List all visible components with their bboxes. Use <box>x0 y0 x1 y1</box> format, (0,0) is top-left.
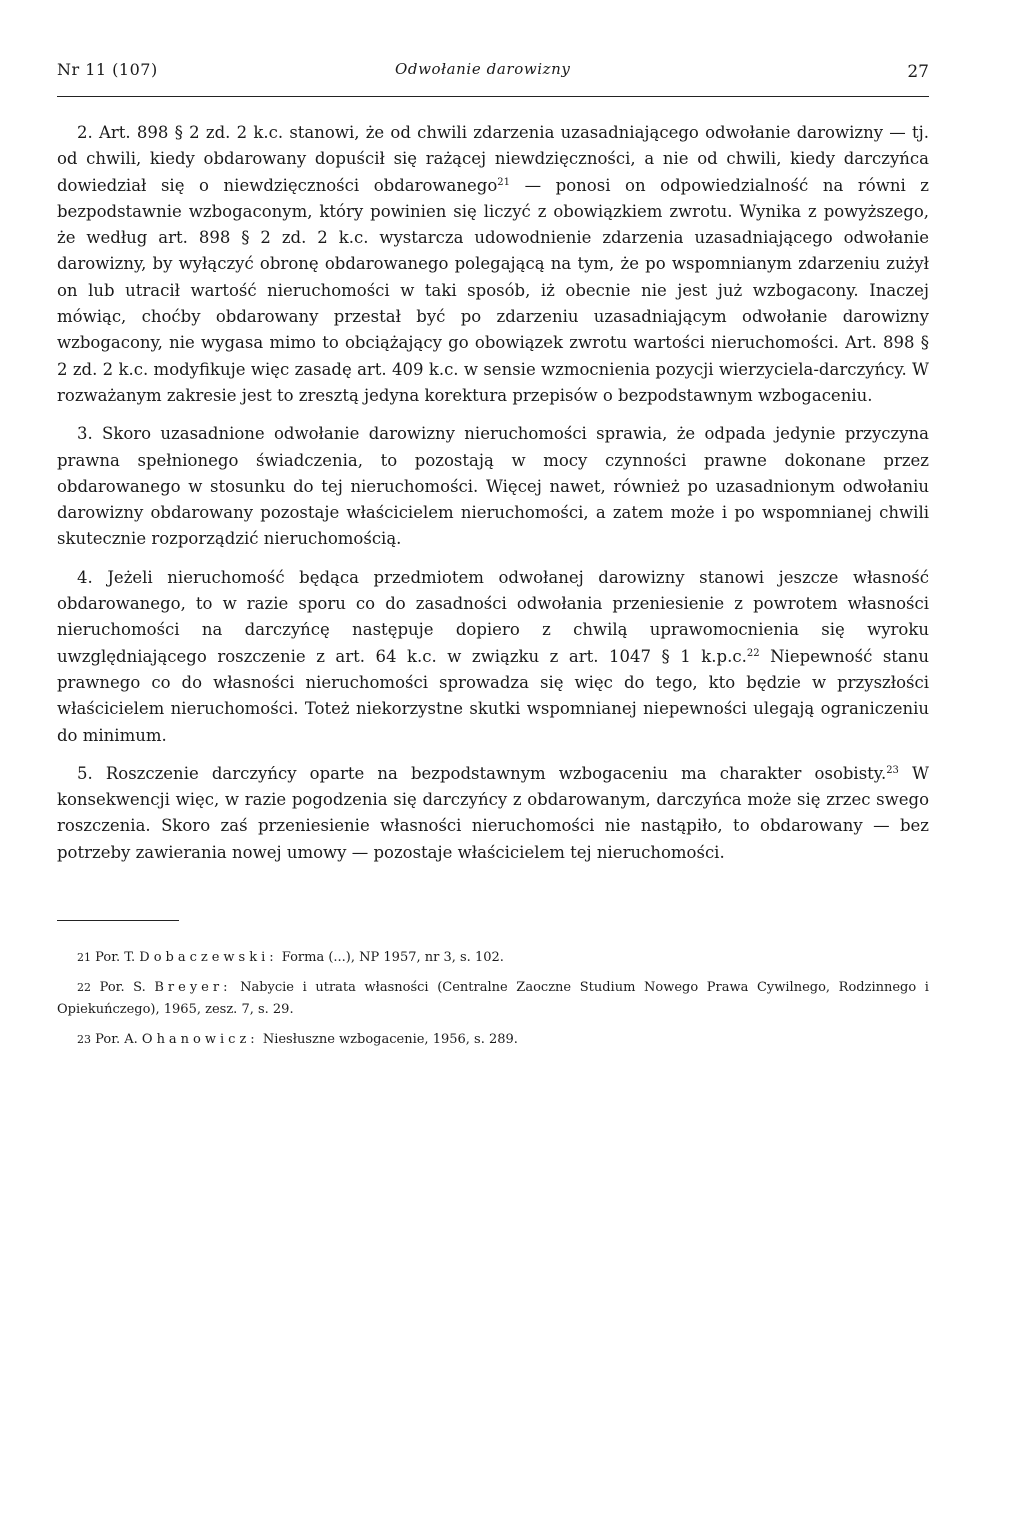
body-text <box>57 120 929 866</box>
footnote-22 <box>57 977 929 1021</box>
running-header <box>57 56 929 97</box>
footnotes <box>57 947 929 1051</box>
footnote-number: 22 <box>77 981 91 995</box>
paragraph-5 <box>57 761 929 866</box>
paragraph-text: W konsekwencji więc, w razie pogodzenia się darczyńcy z obdarowanym, darczyńca może się zrzec swego roszczenia. Skoro zaś przeniesienie własności nieruchomości nie nastąpiło, to obdarowany — bez potrzeby zawierania nowej umowy — pozostaje właścicielem tej nieruchomości. <box>57 763 929 862</box>
footnote-ref[interactable]: 21 <box>497 176 511 188</box>
document-page <box>57 56 929 1059</box>
footnote-author: Ohanowicz: <box>141 1032 259 1048</box>
running-title: Odwołanie darowizny <box>395 60 571 78</box>
footnote-prefix: Por. T. <box>95 950 136 966</box>
footnote-author: Dobaczewski: <box>139 950 278 966</box>
footnote-author: Breyer: <box>154 980 232 996</box>
footnote-ref[interactable]: 23 <box>886 764 899 776</box>
paragraph-4 <box>57 565 929 749</box>
paragraph-text: Niepewność stanu prawnego co do własności nieruchomości sprowadza się więc do tego, kto będzie w przyszłości właścicielem nieruchomości. Toteż niekorzystne skutki wspomnianej niepewności ulegają ograniczeniu do minimum. <box>57 646 930 745</box>
paragraph-text: — ponosi on odpowiedzialność na równi z bezpodstawnie wzbogaconym, który powinien się liczyć z obowiązkiem zwrotu. Wynika z powyższego, że według art. 898 § 2 zd. 2 k.c. wystarcza udowodnienie zdarzenia uzasadniającego odwołanie darowizny, by wyłączyć obronę obdarowanego polegającą na tym, że po wspomnianym zdarzeniu zużył on lub utracił wartość nieruchomości w taki sposób, iż obecnie nie jest już wzbogacony. Inaczej mówiąc, choćby obdarowany przestał być po zdarzeniu uzasadniającym odwołanie darowizny wzbogacony, nie wygasa mimo to obciążający go obowiązek zwrotu wartości nieruchomości. Art. 898 § 2 zd. 2 k.c. modyfikuje więc zasadę art. 409 k.c. w sensie wzmocnienia pozycji wierzyciela-darczyńcy. W rozważanym zakresie jest to zresztą jedyna korektura przepisów o bezpodstawnym wzbogaceniu. <box>57 175 929 405</box>
footnote-23 <box>57 1029 929 1051</box>
footnote-text: Nabycie i utrata własności (Centralne Zaoczne Studium Nowego Prawa Cywilnego, Rodzinnego i Opiekuńczego), 1965, zesz. 7, s. 29. <box>57 980 929 1018</box>
footnote-number: 21 <box>77 951 91 965</box>
footnote-21 <box>57 947 929 969</box>
paragraph-2 <box>57 120 929 409</box>
footnote-number: 23 <box>77 1033 91 1047</box>
paragraph-text: 2. Art. 898 § 2 zd. 2 k.c. stanowi, że od chwili zdarzenia uzasadniającego odwołanie darowizny — tj. od chwili, kiedy obdarowany dopuścił się rażącej niewdzięczności, a nie od chwili, kiedy darczyńca dowiedział się o niewdzięczności obdarowanego <box>57 123 929 195</box>
paragraph-text: 3. Skoro uzasadnione odwołanie darowizny nieruchomości sprawia, że odpada jedynie przyczyna prawna spełnionego świadczenia, to pozostają w mocy czynności prawne dokonane przez obdarowanego w stosunku do tej nieruchomości. Więcej nawet, również po uzasadnionym odwołaniu darowizny obdarowany pozostaje właścicielem nieruchomości, a zatem może i po wspomnianej chwili skutecznie rozporządzić nieruchomością. <box>57 424 929 549</box>
footnote-text: Forma (...), NP 1957, nr 3, s. 102. <box>281 950 504 966</box>
footnote-divider <box>57 920 179 921</box>
paragraph-text: 4. Jeżeli nieruchomość będąca przedmiotem odwołanej darowizny stanowi jeszcze własność obdarowanego, to w razie sporu co do zasadności odwołania przeniesienie z powrotem własności nieruchomości na darczyńcę następuje dopiero z chwilą uprawomocnienia się wyroku uwzględniającego roszczenie z art. 64 k.c. w związku z art. 1047 § 1 k.p.c. <box>57 567 929 666</box>
paragraph-text: 5. Roszczenie darczyńcy oparte na bezpodstawnym wzbogaceniu ma charakter osobisty. <box>77 763 887 783</box>
footnote-text: Niesłuszne wzbogacenie, 1956, s. 289. <box>262 1032 518 1048</box>
page-number: 27 <box>907 62 929 82</box>
footnote-prefix: Por. A. <box>95 1032 138 1048</box>
footnote-ref[interactable]: 22 <box>746 647 760 659</box>
paragraph-3 <box>57 421 929 552</box>
issue-number: Nr 11 (107) <box>57 60 158 79</box>
footnote-prefix: Por. S. <box>99 980 146 996</box>
